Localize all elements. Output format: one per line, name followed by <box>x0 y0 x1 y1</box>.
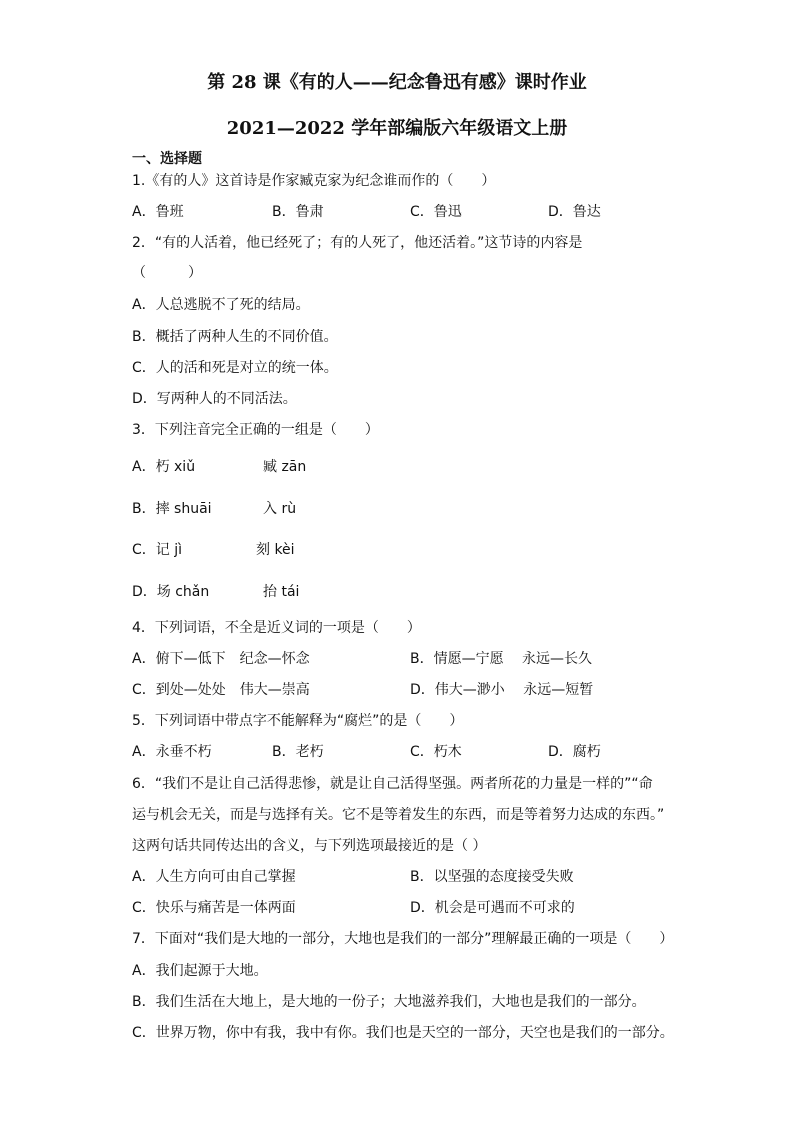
question-1-stem: 1.《有的人》这首诗是作家臧克家为纪念谁而作的（ ） <box>132 173 496 189</box>
question-3-option-a-first: A．朽 xiǔ <box>132 459 196 475</box>
question-2-option-c: C．人的活和死是对立的统一体。 <box>132 360 338 376</box>
question-3-option-b-second: 入 rù <box>263 501 297 517</box>
document-subtitle: 2021—2022 学年部编版六年级语文上册 <box>226 118 568 139</box>
question-2-option-d: D．写两种人的不同活法。 <box>132 391 297 407</box>
question-4-option-a: A．俯下—低下 纪念—怀念 <box>132 651 310 667</box>
question-1-option-b: B．鲁肃 <box>272 204 324 220</box>
question-7-stem: 7．下面对“我们是大地的一部分，大地也是我们的一部分”理解最正确的一项是（ ） <box>132 931 674 947</box>
question-3-option-a-second: 臧 zān <box>263 459 307 475</box>
question-5-option-a: A．永垂不朽 <box>132 744 212 760</box>
question-4-option-d: D．伟大—渺小 永远—短暂 <box>410 682 594 698</box>
question-2-option-b: B．概括了两种人生的不同价值。 <box>132 329 338 345</box>
question-5-option-d: D．腐朽 <box>548 744 601 760</box>
document-title: 第 28 课《有的人——纪念鲁迅有感》课时作业 <box>207 72 587 93</box>
question-3-option-d-first: D．场 chǎn <box>132 584 210 600</box>
question-6-option-c: C．快乐与痛苦是一体两面 <box>132 900 296 916</box>
question-2-answer-blank: （ ） <box>132 265 202 281</box>
question-5-stem: 5．下列词语中带点字不能解释为“腐烂”的是（ ） <box>132 713 464 729</box>
question-6-option-d: D．机会是可遇而不可求的 <box>410 900 575 916</box>
question-7-option-a: A．我们起源于大地。 <box>132 963 268 979</box>
question-3-option-d-second: 抬 tái <box>263 584 300 600</box>
question-3-option-c-first: C．记 jì <box>132 542 183 558</box>
question-5-option-b: B．老朽 <box>272 744 324 760</box>
question-5-option-c: C．朽木 <box>410 744 462 760</box>
question-6-stem-line-1: 6．“我们不是让自己活得悲惨，就是让自己活得坚强。两者所花的力量是一样的”“命 <box>132 776 653 792</box>
question-4-option-c: C．到处—处处 伟大—崇高 <box>132 682 310 698</box>
question-3-option-c-second: 刻 kèi <box>256 542 295 558</box>
question-1-option-d: D．鲁达 <box>548 204 601 220</box>
question-2-option-a: A．人总逃脱不了死的结局。 <box>132 297 310 313</box>
question-1-option-a: A．鲁班 <box>132 204 184 220</box>
question-3-option-b-first: B．摔 shuāi <box>132 501 212 517</box>
question-2-stem: 2．“有的人活着，他已经死了；有的人死了，他还活着。”这节诗的内容是 <box>132 235 583 251</box>
question-3-stem: 3．下列注音完全正确的一组是（ ） <box>132 422 379 438</box>
question-7-option-c: C．世界万物，你中有我，我中有你。我们也是天空的一部分，天空也是我们的一部分。 <box>132 1025 674 1041</box>
question-7-option-b: B．我们生活在大地上，是大地的一份子；大地滋养我们，大地也是我们的一部分。 <box>132 994 646 1010</box>
question-6-option-b: B．以坚强的态度接受失败 <box>410 869 574 885</box>
question-1-option-c: C．鲁迅 <box>410 204 462 220</box>
question-4-option-b: B．情愿—宁愿 永远—长久 <box>410 651 593 667</box>
question-6-stem-line-3: 这两句话共同传达出的含义，与下列选项最接近的是（ ） <box>132 838 487 854</box>
question-4-stem: 4．下列词语，不全是近义词的一项是（ ） <box>132 620 421 636</box>
question-6-option-a: A．人生方向可由自己掌握 <box>132 869 296 885</box>
section-heading: 一、选择题 <box>132 151 202 167</box>
question-6-stem-line-2: 运与机会无关，而是与选择有关。它不是等着发生的东西，而是等着努力达成的东西。” <box>132 807 665 823</box>
